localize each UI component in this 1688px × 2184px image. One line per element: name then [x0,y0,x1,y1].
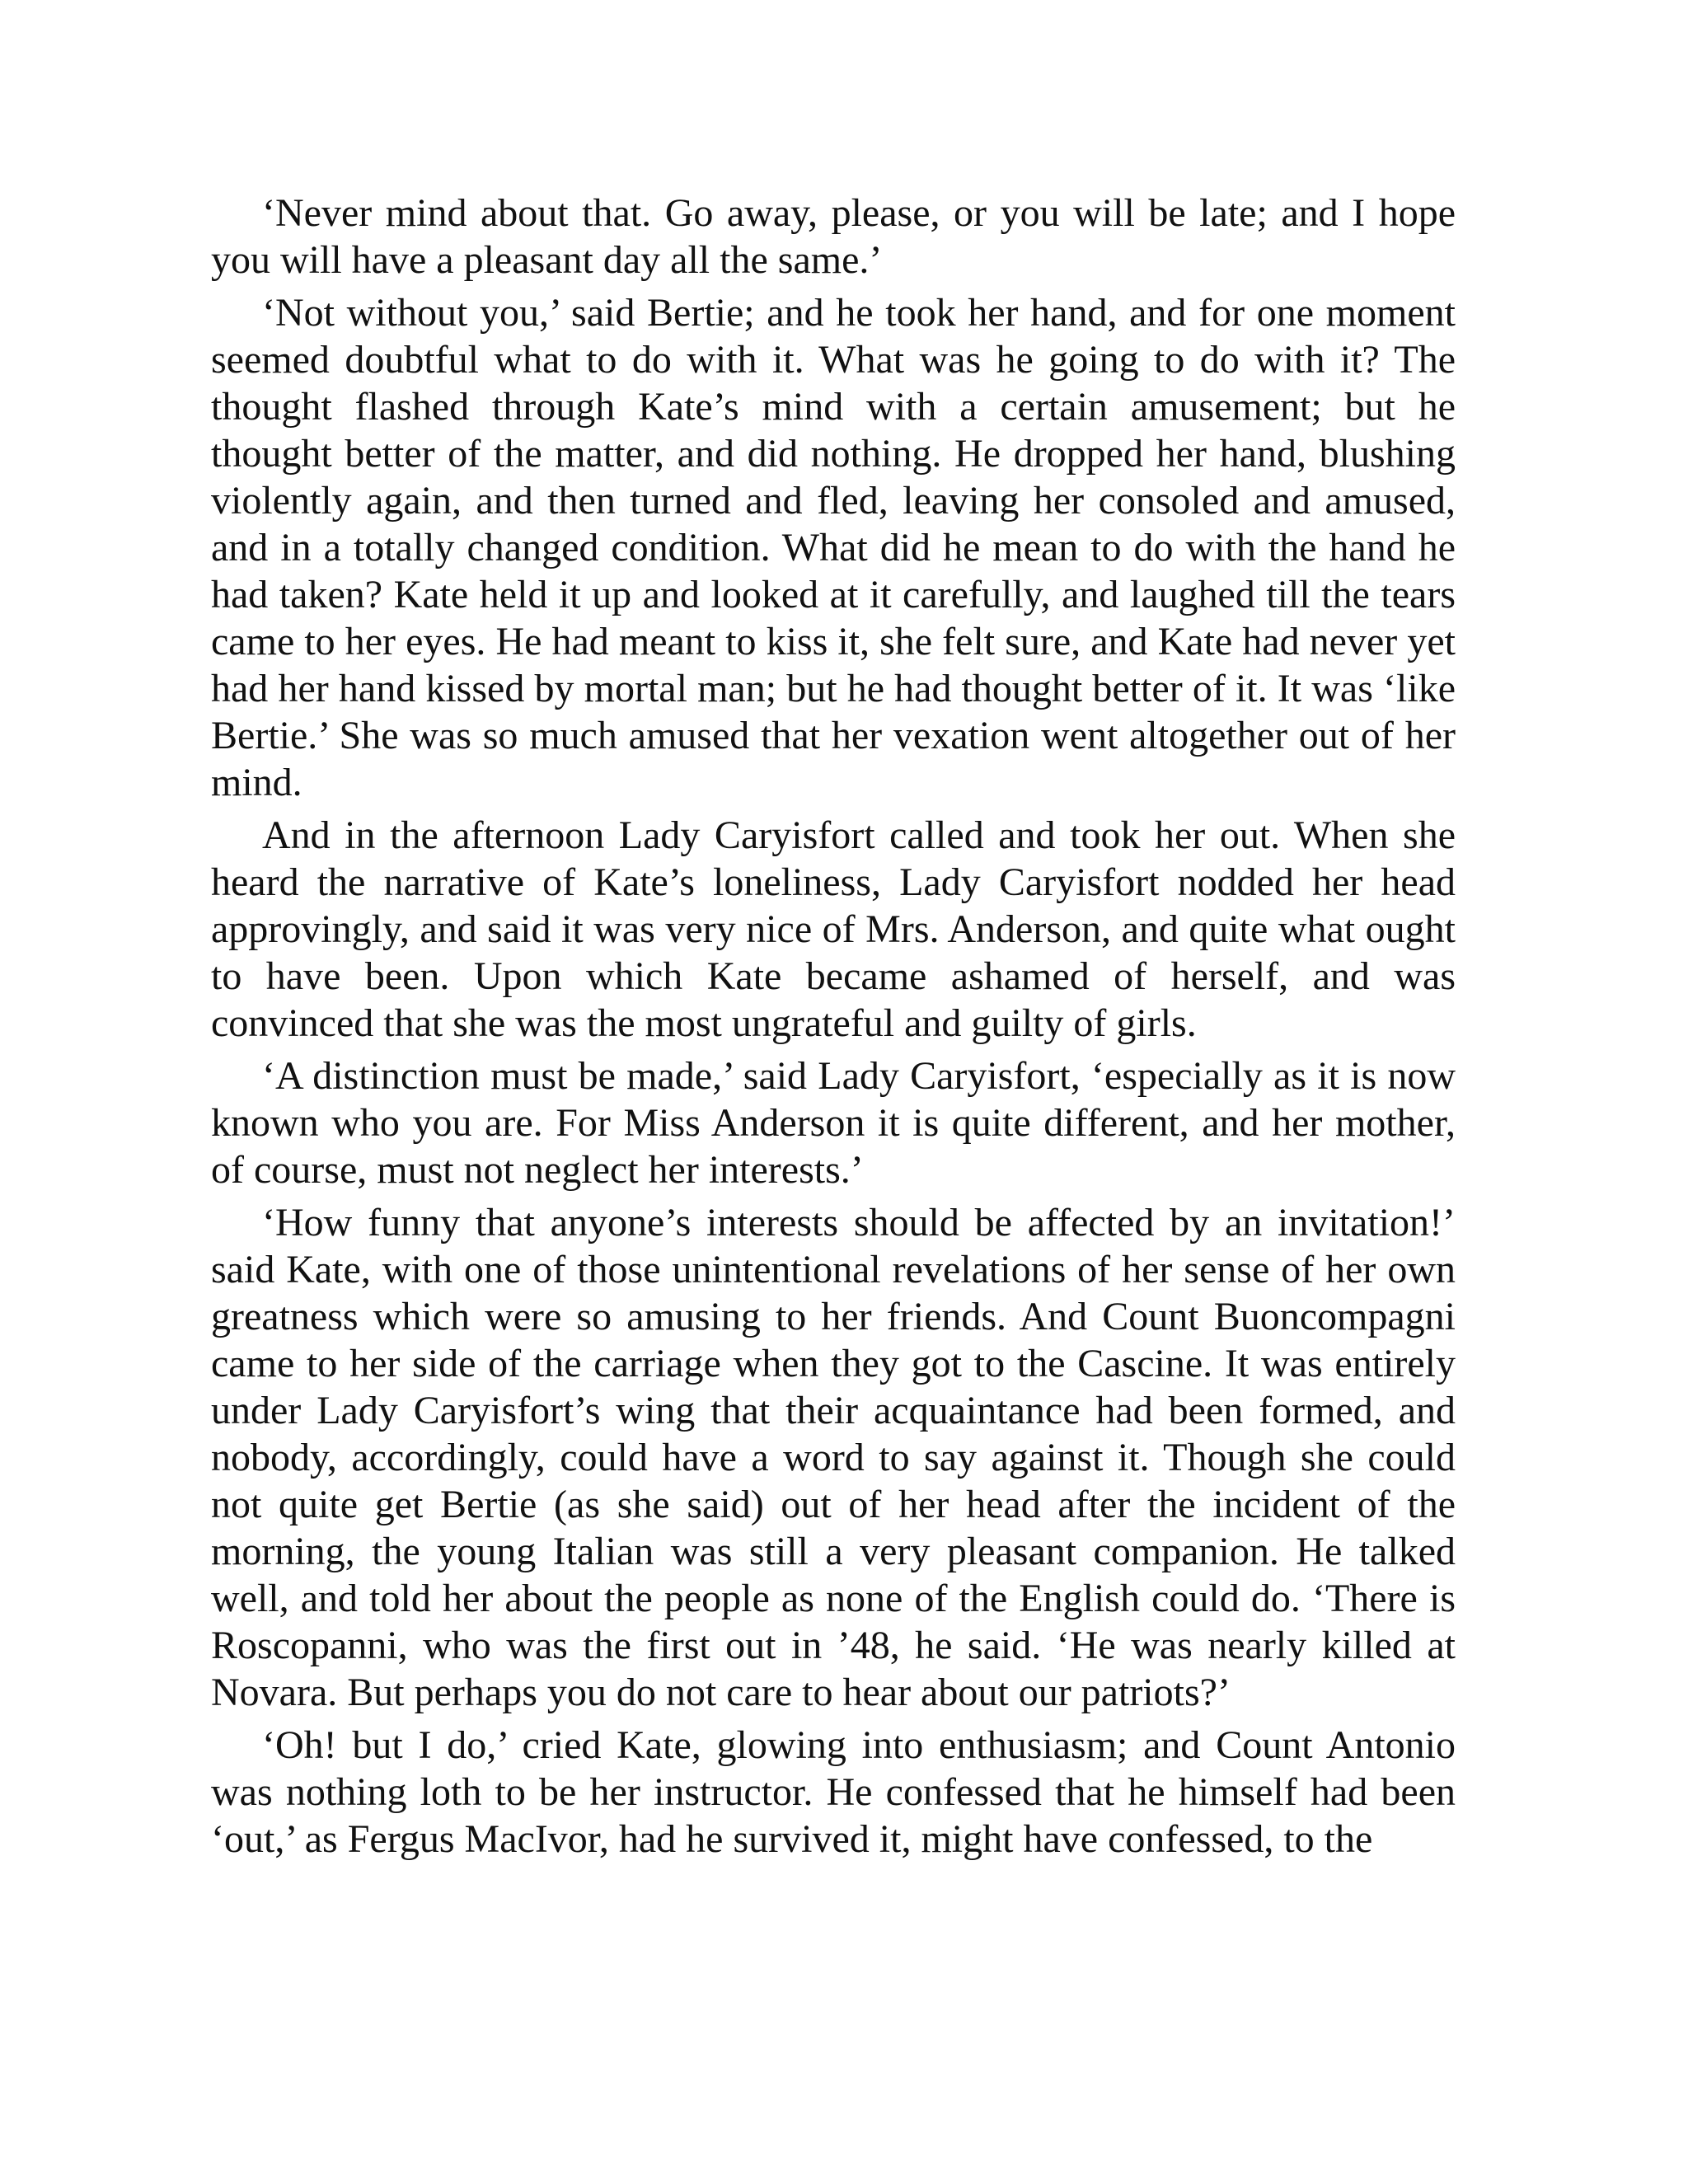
paragraph-6: ‘Oh! but I do,’ cried Kate, glowing into enthusiasm; and Count Antonio was nothing loth to be her instructor. He confessed that he himself had been ‘out,’ as Fergus MacIvor, had he survived it, might have confessed, to the [211,1723,1456,1861]
paragraph-1: ‘Never mind about that. Go away, please, or you will be late; and I hope you will have a pleasant day all the same.’ [211,191,1456,282]
page-text [211,190,1456,1868]
paragraph-5: ‘How funny that anyone’s interests should be affected by an invitation!’ said Kate, with one of those unintentional revelations of her sense of her own greatness which were so amusing to her friends. And Count Buoncompagni came to her side of the carriage when they got to the Cascine. It was entirely under Lady Caryisfort’s wing that their acquaintance had been formed, and nobody, accordingly, could have a word to say against it. Though she could not quite get Bertie (as she said) out of her head after the incident of the morning, the young Italian was still a very pleasant companion. He talked well, and told her about the people as none of the English could do. ‘There is Roscopanni, who was the first out in ’48, he said. ‘He was nearly killed at Novara. But perhaps you do not care to hear about our patriots?’ [211,1201,1456,1714]
paragraph-4: ‘A distinction must be made,’ said Lady Caryisfort, ‘especially as it is now known who you are. For Miss Anderson it is quite different, and her mother, of course, must not neglect her interests.’ [211,1054,1456,1192]
paragraph-2: ‘Not without you,’ said Bertie; and he took her hand, and for one moment seemed doubtful what to do with it. What was he going to do with it? The thought flashed through Kate’s mind with a certain amusement; but he thought better of the matter, and did nothing. He dropped her hand, blushing violently again, and then turned and fled, leaving her consoled and amused, and in a totally changed condition. What did he mean to do with the hand he had taken? Kate held it up and looked at it carefully, and laughed till the tears came to her eyes. He had meant to kiss it, she felt sure, and Kate had never yet had her hand kissed by mortal man; but he had thought better of it. It was ‘like Bertie.’ She was so much amused that her vexation went altogether out of her mind. [211,291,1456,804]
paragraph-3: And in the afternoon Lady Caryisfort called and took her out. When she heard the narrative of Kate’s loneliness, Lady Caryisfort nodded her head approvingly, and said it was very nice of Mrs. Anderson, and quite what ought to have been. Upon which Kate became ashamed of herself, and was convinced that she was the most ungrateful and guilty of girls. [211,813,1456,1045]
